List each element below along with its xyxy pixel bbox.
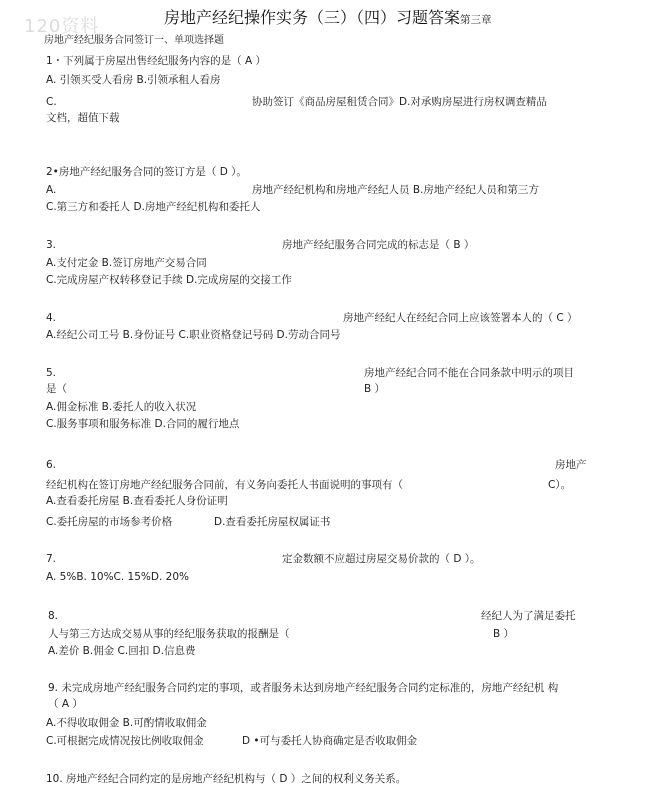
question-6-stem-start: 房地产 — [555, 459, 587, 471]
question-2-option-a-marker: A. — [46, 184, 57, 196]
question-10-stem: 10. 房地产经纪合同约定的是房地产经纪机构与（ D ）之间的权利义务关系。 — [46, 773, 407, 785]
page-title: 房地产经纪操作实务（三）（四）习题答案第三章 — [164, 8, 492, 27]
question-6-options-ab: A.查看委托房屋 B.查看委托人身份证明 — [46, 495, 228, 507]
question-8-options: A.差价 B.佣金 C.回扣 D.信息费 — [48, 645, 196, 657]
question-3-options-ab: A.支付定金 B.签订房地产交易合同 — [46, 257, 207, 269]
question-8-stem-cont: 人与第三方达成交易从事的经纪服务获取的报酬是（ — [48, 628, 290, 640]
question-9-option-c: C.可根据完成情况按比例收取佣金 — [46, 735, 204, 747]
question-6-answer: C）。 — [548, 479, 572, 491]
question-7-options: A. 5%B. 10%C. 15%D. 20% — [46, 571, 189, 583]
question-6-option-d: D.查看委托房屋权属证书 — [214, 516, 331, 528]
question-9-options-ab: A.不得收取佣金 B.可酌情收取佣金 — [46, 717, 207, 729]
question-3-options-cd: C.完成房屋产权转移登记手续 D.完成房屋的交接工作 — [46, 274, 292, 286]
question-1-options-ab: A. 引领买受人看房 B.引领承租人看房 — [46, 74, 221, 86]
question-5-options-ab: A.佣金标准 B.委托人的收入状况 — [46, 401, 197, 413]
question-4-options: A.经纪公司工号 B.身份证号 C.职业资格登记号码 D.劳动合同号 — [46, 329, 341, 341]
question-5-stem: 房地产经纪合同不能在合同条款中明示的项目 — [364, 367, 574, 379]
question-8-answer: B ） — [493, 628, 515, 640]
question-5-answer: B ） — [364, 383, 386, 395]
question-6-option-c: C.委托房屋的市场参考价格 — [46, 516, 173, 528]
question-1-option-c-marker: C. — [46, 96, 57, 108]
question-3-stem: 房地产经纪服务合同完成的标志是（ B ） — [282, 239, 475, 251]
question-2-stem: 2•房地产经纪服务合同的签订方是（ D ）。 — [46, 166, 247, 178]
question-5-number: 5. — [46, 367, 57, 379]
question-1-stem: 1・下列属于房屋出售经纪服务内容的是（ A ） — [46, 55, 267, 67]
watermark: 120资料 — [24, 16, 100, 37]
question-2-options-cd: C.第三方和委托人 D.房地产经纪机构和委托人 — [46, 201, 261, 213]
question-9-answer: （ A ） — [48, 698, 83, 710]
question-4-stem: 房地产经纪人在经纪合同上应该签署本人的（ C ） — [343, 312, 578, 324]
question-2-options-ab: 房地产经纪机构和房地产经纪人员 B.房地产经纪人员和第三方 — [252, 184, 539, 196]
question-1-tail: 文档，超值下载 — [46, 112, 120, 124]
question-8-stem-start: 经纪人为了满足委托 — [481, 610, 576, 622]
question-9-stem: 9. 未完成房地产经纪服务合同约定的事项，或者服务未达到房地产经纪服务合同约定标准的，房地产经纪机 构 — [48, 682, 559, 694]
question-1-options-cd: 协助签订《商品房屋租赁合同》D.对承购房屋进行房权调查精品 — [252, 96, 547, 108]
question-9-option-d: D •可与委托人协商确定是否收取佣金 — [242, 735, 418, 747]
question-4-number: 4. — [46, 312, 57, 324]
question-6-number: 6. — [46, 459, 57, 471]
section-subtitle: 房地产经纪服务合同签订一、单项选择题 — [44, 35, 224, 46]
question-8-number: 8. — [48, 610, 59, 622]
question-7-number: 7. — [46, 553, 57, 565]
question-5-options-cd: C.服务事项和服务标准 D.合同的履行地点 — [46, 418, 240, 430]
question-5-stem-cont: 是（ — [46, 383, 67, 395]
question-6-stem-cont: 经纪机构在签订房地产经纪服务合同前，有义务向委托人书面说明的事项有（ — [46, 479, 403, 491]
question-7-stem: 定金数额不应超过房屋交易价款的（ D ）。 — [282, 553, 481, 565]
question-3-number: 3. — [46, 239, 57, 251]
